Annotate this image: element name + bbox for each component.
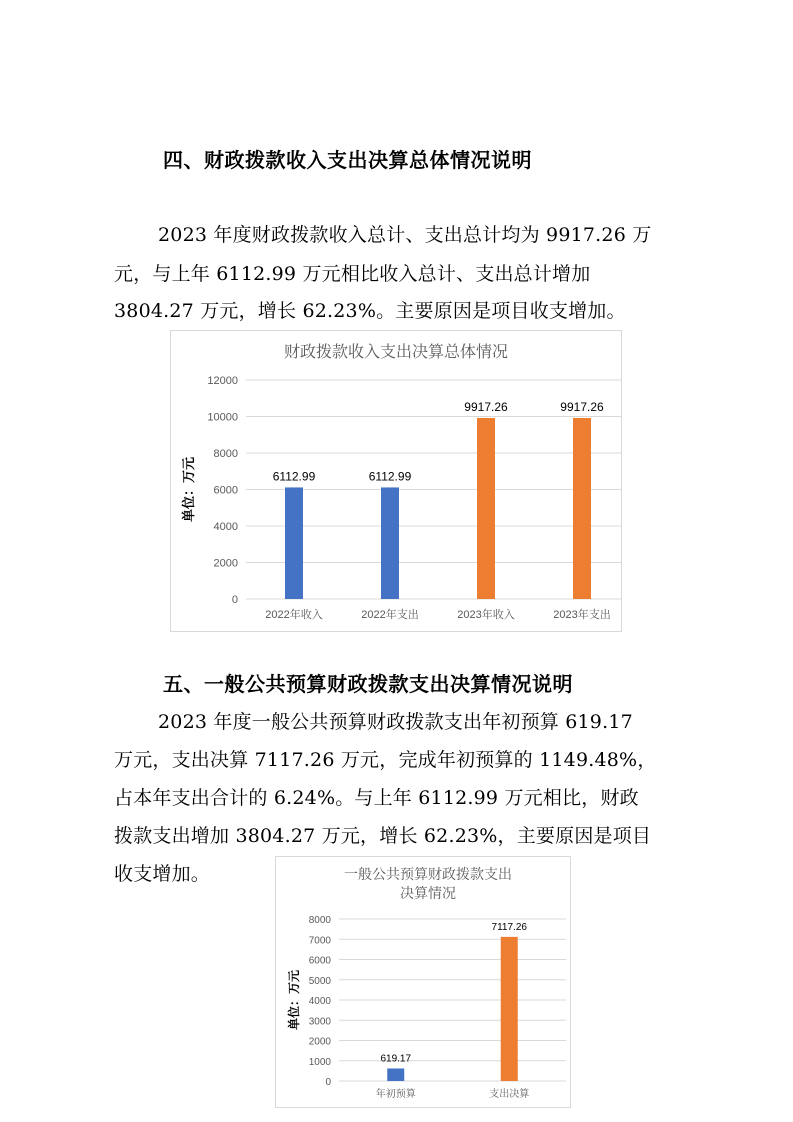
y-tick-label: 2000 bbox=[308, 1036, 331, 1048]
y-tick-label: 4000 bbox=[213, 521, 238, 533]
x-tick-label: 2022年收入 bbox=[265, 609, 323, 621]
chart-overall bbox=[170, 330, 622, 632]
x-tick-label: 2023年收入 bbox=[457, 609, 515, 621]
paragraph-line: 2023 年度财政拨款收入总计、支出总计均为 9917.26 万 bbox=[158, 224, 652, 246]
section4-heading: 四、财政拨款收入支出决算总体情况说明 bbox=[163, 148, 532, 172]
y-axis-label: 单位：万元 bbox=[182, 456, 197, 523]
bar bbox=[387, 1068, 404, 1081]
y-tick-label: 7000 bbox=[308, 935, 331, 947]
bar bbox=[477, 418, 495, 599]
data-label: 619.17 bbox=[380, 1053, 412, 1065]
chart-general-budget-svg bbox=[276, 857, 570, 1107]
y-tick-label: 10000 bbox=[207, 411, 238, 424]
x-tick-label: 支出决算 bbox=[489, 1089, 530, 1100]
y-tick-label: 6000 bbox=[213, 484, 238, 497]
paragraph-line: 万元，支出决算 7117.26 万元，完成年初预算的 1149.48%， bbox=[114, 749, 657, 771]
y-tick-label: 1000 bbox=[308, 1056, 331, 1068]
paragraph-line: 3804.27 万元，增长 62.23%。主要原因是项目收支增加。 bbox=[114, 300, 626, 322]
chart-title: 决算情况 bbox=[400, 886, 456, 902]
bar bbox=[285, 487, 303, 599]
chart-title: 一般公共预算财政拨款支出 bbox=[344, 867, 512, 883]
data-label: 6112.99 bbox=[368, 469, 412, 484]
x-tick-label: 2022年支出 bbox=[361, 609, 419, 621]
paragraph-line: 占本年支出合计的 6.24%。与上年 6112.99 万元相比，财政 bbox=[114, 787, 639, 809]
y-tick-label: 3000 bbox=[308, 1016, 331, 1028]
paragraph-line: 2023 年度一般公共预算财政拨款支出年初预算 619.17 bbox=[158, 711, 633, 733]
data-label: 9917.26 bbox=[464, 400, 508, 415]
y-tick-label: 4000 bbox=[308, 996, 331, 1007]
section5-heading: 五、一般公共预算财政拨款支出决算情况说明 bbox=[163, 672, 573, 696]
x-tick-label: 年初预算 bbox=[375, 1089, 416, 1100]
data-label: 9917.26 bbox=[560, 400, 604, 415]
chart-title: 财政拨款收入支出决算总体情况 bbox=[283, 342, 509, 361]
bar bbox=[573, 418, 591, 599]
y-tick-label: 5000 bbox=[308, 975, 331, 987]
bar bbox=[501, 937, 518, 1081]
paragraph-line: 拨款支出增加 3804.27 万元，增长 62.23%，主要原因是项目 bbox=[114, 825, 652, 847]
paragraph-line: 收支增加。 bbox=[114, 863, 211, 885]
y-tick-label: 6000 bbox=[308, 955, 331, 967]
x-tick-label: 2023年支出 bbox=[553, 609, 611, 621]
paragraph-line: 元，与上年 6112.99 万元相比收入总计、支出总计增加 bbox=[114, 263, 591, 285]
bar bbox=[381, 487, 399, 599]
y-tick-label: 2000 bbox=[213, 557, 238, 570]
chart-general-budget bbox=[275, 856, 571, 1108]
y-axis-label: 单位：万元 bbox=[287, 969, 301, 1031]
y-tick-label: 8000 bbox=[308, 915, 331, 926]
data-label: 7117.26 bbox=[491, 921, 527, 933]
y-tick-label: 8000 bbox=[213, 448, 238, 460]
y-tick-label: 0 bbox=[231, 594, 238, 606]
chart-overall-svg bbox=[171, 331, 621, 631]
y-tick-label: 0 bbox=[325, 1077, 331, 1088]
y-tick-label: 12000 bbox=[207, 375, 238, 387]
data-label: 6112.99 bbox=[272, 469, 316, 484]
